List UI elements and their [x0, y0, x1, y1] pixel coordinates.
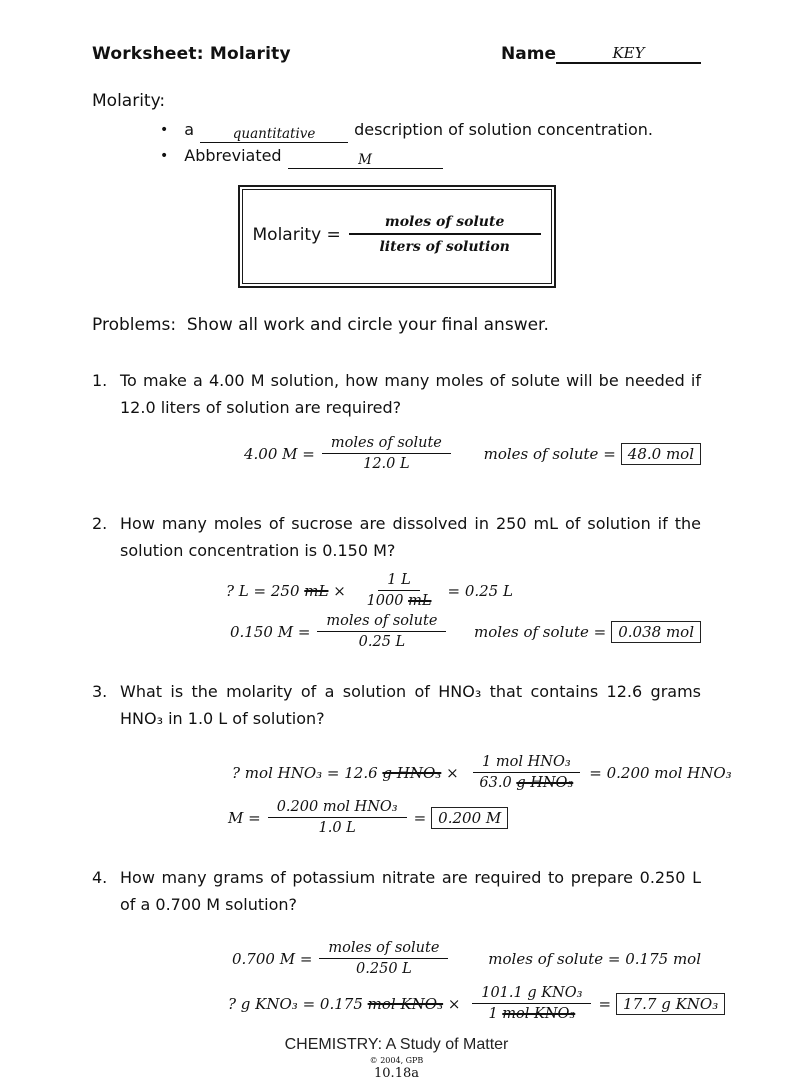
p1-fraction — [322, 435, 451, 472]
p4b-frac-numerator: 101.1 g KNO₃ — [472, 985, 591, 1004]
footer-copyright: © 2004, GPB — [369, 1056, 424, 1065]
p4a-fraction — [319, 940, 448, 977]
p2b-fraction — [317, 613, 446, 650]
p2b-lhs: 0.150 M = — [230, 622, 311, 641]
p4a-rhs: moles of solute = 0.175 mol — [488, 949, 701, 968]
p4b-answer-box: 17.7 g KNO₃ — [616, 993, 725, 1015]
problem-3-question-row — [92, 678, 701, 732]
problem-2-question: How many moles of sucrose are dissolved in 250 mL of solution if the solution concentration is 0.150 M? — [120, 514, 701, 560]
p1-answer-box: 48.0 mol — [621, 443, 701, 465]
p3a-times: × — [441, 763, 464, 782]
p3b-frac-denominator: 1.0 L — [318, 820, 356, 836]
problem-1-work — [244, 435, 701, 472]
p3b-equals: = — [413, 808, 427, 827]
bullet1-pre: • a — [184, 120, 195, 139]
footer-page-number: 10.18a — [374, 1066, 419, 1081]
bullet1-blank-answer: quantitative — [200, 127, 348, 143]
p2b-frac-numerator: moles of solute — [317, 613, 446, 632]
p2a-den-pre: 1000 — [366, 593, 409, 609]
problem-3-work-line2 — [228, 799, 701, 836]
bullet-item-abbreviated — [160, 143, 701, 169]
formula-label: Molarity = — [252, 224, 341, 245]
formula-fraction — [349, 214, 541, 255]
p1-lhs: 4.00 M = — [244, 444, 315, 463]
problem-4-question: How many grams of potassium nitrate are required to prepare 0.250 L of a 0.700 M solution? — [120, 868, 701, 914]
problem-4-work-line1 — [232, 940, 701, 977]
p3a-lhs: ? mol HNO₃ = 12.6 — [232, 763, 383, 782]
problem-1 — [92, 367, 701, 472]
footer-series-title: CHEMISTRY: A Study of Matter — [284, 1036, 509, 1053]
problem-3-number: 3. — [92, 682, 108, 701]
p3a-frac-numerator: 1 mol HNO₃ — [473, 754, 580, 773]
p1-frac-denominator: 12.0 L — [363, 456, 410, 472]
p3b-fraction — [268, 799, 407, 836]
p2b-answer-box: 0.038 mol — [611, 621, 701, 643]
bullet-list — [92, 117, 701, 169]
formula-box-inner — [242, 189, 552, 284]
problem-3 — [92, 678, 732, 836]
p2a-times: × — [328, 581, 351, 600]
problem-2 — [92, 510, 701, 650]
p4b-fraction — [472, 985, 591, 1022]
name-field — [501, 44, 701, 64]
p4a-frac-denominator: 0.250 L — [356, 961, 412, 977]
p2b-frac-denominator: 0.25 L — [358, 634, 406, 650]
problem-1-question: To make a 4.00 M solution, how many moles of solute will be needed if 12.0 liters of solution are required? — [120, 371, 701, 417]
page-title: Worksheet: Molarity — [92, 44, 291, 64]
problem-4-question-row — [92, 864, 701, 918]
problem-2-question-row — [92, 510, 701, 564]
bullet1-post: description of solution concentration. — [354, 120, 653, 139]
problems-instructions: Problems: Show all work and circle your final answer. — [92, 315, 549, 335]
p4b-den-pre: 1 — [488, 1006, 503, 1022]
p3a-rhs: = 0.200 mol HNO₃ — [589, 763, 732, 782]
p3b-lhs: M = — [228, 808, 261, 827]
problem-2-work-line1 — [226, 572, 701, 609]
section-heading: Molarity: — [92, 91, 166, 111]
p3b-answer-box: 0.200 M — [431, 807, 508, 829]
problem-3-work-line1 — [232, 754, 732, 791]
p4b-times: × — [443, 994, 466, 1013]
name-answer: KEY — [556, 45, 701, 65]
p1-result-label: moles of solute = — [483, 444, 616, 463]
p3a-den-struck-unit: g HNO₃ — [516, 775, 574, 791]
problem-3-question: What is the molarity of a solution of HNO₃ that contains 12.6 grams HNO₃ in 1.0 L of solution? — [120, 682, 701, 728]
problem-4-work-line2 — [228, 985, 719, 1022]
p4a-lhs: 0.700 M = — [232, 949, 313, 968]
p2a-struck-unit: mL — [304, 581, 329, 600]
formula-box — [238, 185, 556, 288]
p3a-fraction — [470, 754, 582, 791]
p4a-frac-numerator: moles of solute — [319, 940, 448, 959]
bullet-item-quantitative — [160, 117, 701, 143]
formula-numerator: moles of solute — [349, 214, 541, 235]
problem-2-work-line2 — [230, 613, 701, 650]
p4b-lhs: ? g KNO₃ = 0.175 — [228, 994, 368, 1013]
header — [92, 44, 701, 64]
p2a-lhs: ? L = 250 — [226, 581, 305, 600]
p4b-den-struck-unit: mol KNO₃ — [502, 1006, 576, 1022]
problem-1-question-row — [92, 367, 701, 421]
p4b-equals: = — [598, 994, 612, 1013]
formula-denominator: liters of solution — [379, 239, 510, 255]
p3a-struck-unit: g HNO₃ — [382, 763, 442, 782]
problem-4-number: 4. — [92, 868, 108, 887]
p3a-den-pre: 63.0 — [479, 775, 517, 791]
bullet2-blank-answer: M — [288, 153, 443, 169]
p2a-rhs: = 0.25 L — [447, 581, 513, 600]
p2a-fraction — [358, 572, 441, 609]
problem-1-number: 1. — [92, 371, 108, 390]
p4b-struck-unit: mol KNO₃ — [367, 994, 444, 1013]
p3a-frac-denominator — [470, 773, 582, 791]
problem-4 — [92, 864, 719, 1022]
name-label: Name — [501, 44, 556, 64]
problem-2-number: 2. — [92, 514, 108, 533]
p2a-den-struck-unit: mL — [408, 593, 432, 609]
p2a-frac-numerator: 1 L — [378, 572, 419, 591]
p2b-result-label: moles of solute = — [474, 622, 607, 641]
bullet2-pre: • Abbreviated — [184, 146, 282, 165]
p1-frac-numerator: moles of solute — [322, 435, 451, 454]
p3b-frac-numerator: 0.200 mol HNO₃ — [268, 799, 407, 818]
p4b-frac-denominator — [479, 1004, 584, 1022]
footer — [92, 1036, 701, 1081]
p2a-frac-denominator — [358, 591, 441, 609]
